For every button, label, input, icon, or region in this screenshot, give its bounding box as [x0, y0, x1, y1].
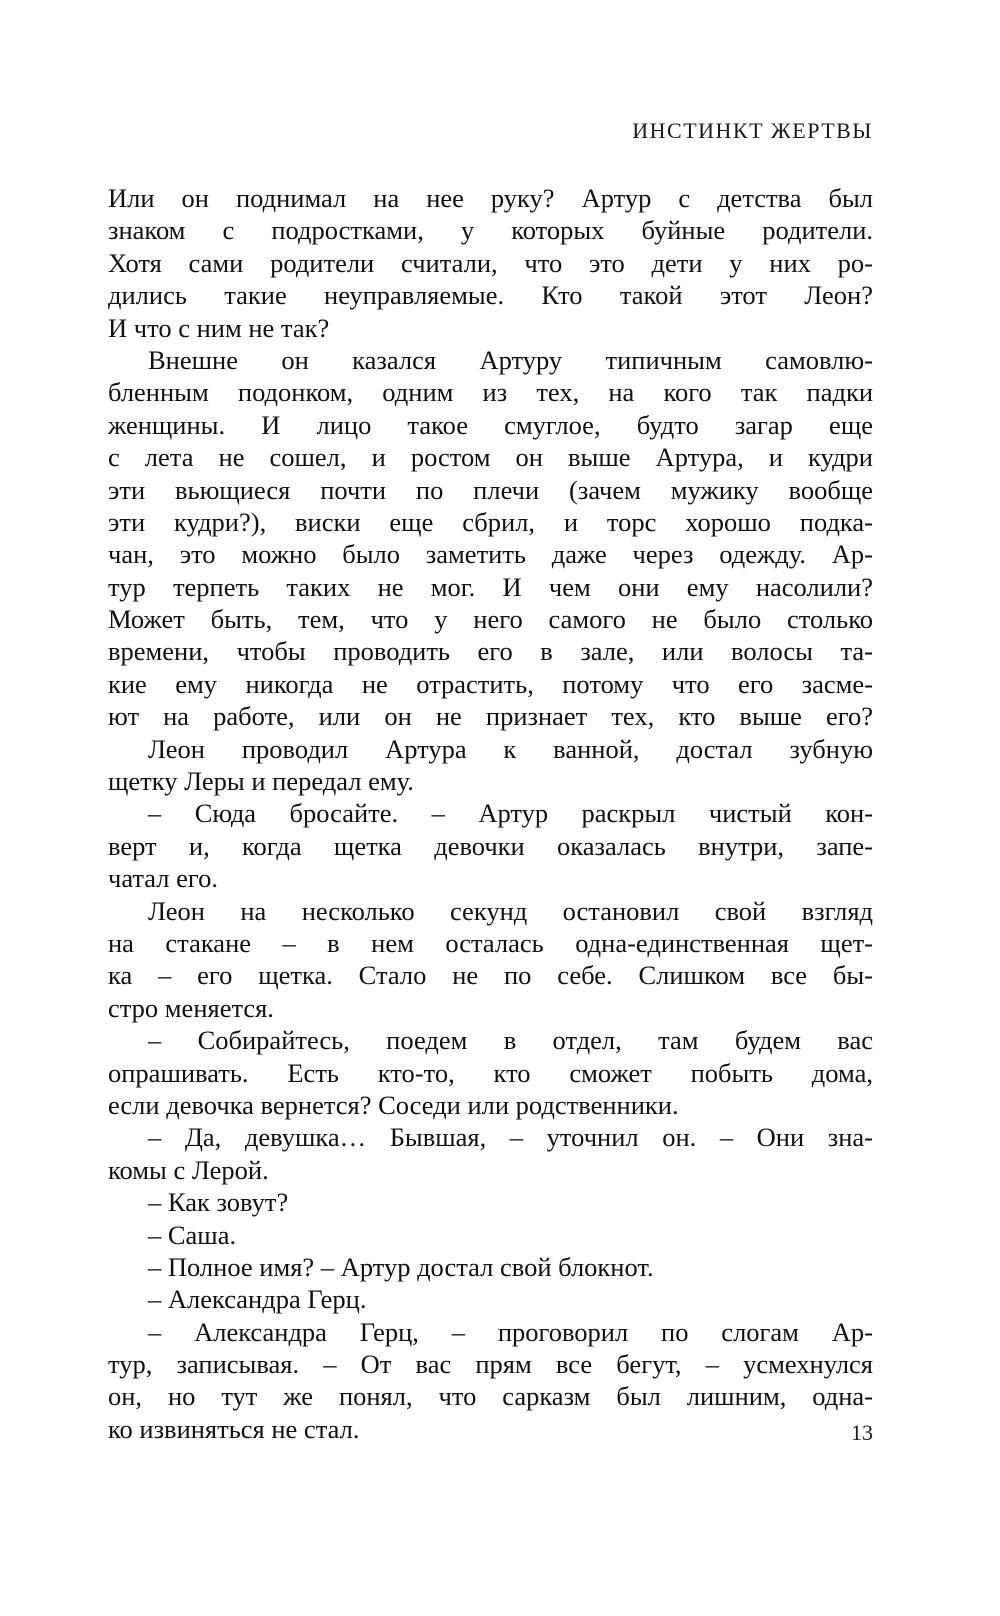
text-line: если девочка вернется? Соседи или родственники. [108, 1089, 679, 1120]
text-line: эти вьющиеся почти по плечи (зачем мужику вообще [108, 474, 873, 505]
text-line: – Сюда бросайте. – Артур раскрыл чистый кон- [148, 798, 873, 829]
text-line: тур терпеть таких не мог. И чем они ему насолили? [108, 571, 873, 602]
text-line: опрашивать. Есть кто-то, кто сможет побыть дома, [108, 1057, 873, 1088]
text-line: чатал его. [108, 863, 218, 894]
text-line: стро меняется. [108, 992, 274, 1023]
text-line: кие ему никогда не отрастить, потому что его засме- [108, 668, 873, 699]
body-text [108, 182, 873, 1445]
text-line: – Саша. [148, 1219, 237, 1250]
text-line: на стакане – в нем осталась одна-единственная щет- [108, 927, 873, 958]
text-line: бленным подонком, одним из тех, на кого так падки [108, 377, 873, 408]
text-line: знаком с подростками, у которых буйные родители. [108, 215, 873, 246]
text-line: ко извиняться не стал. [108, 1413, 360, 1444]
text-line: ка – его щетка. Стало не по себе. Слишком все бы- [108, 960, 873, 991]
text-line: – Александра Герц, – проговорил по слогам Ар- [148, 1316, 873, 1347]
text-line: Внешне он казался Артуру типичным самовлю- [148, 344, 873, 375]
page-number: 13 [851, 1420, 873, 1445]
text-line: Может быть, тем, что у него самого не было столько [108, 604, 873, 635]
text-line: чан, это можно было заметить даже через одежду. Ар- [108, 539, 873, 570]
text-line: – Собирайтесь, поедем в отдел, там будем вас [148, 1025, 873, 1056]
text-line: дились такие неуправляемые. Кто такой этот Леон? [108, 280, 873, 311]
text-line: – Александра Герц. [148, 1284, 367, 1315]
text-line: И что с ним не так? [108, 312, 330, 343]
text-line: женщины. И лицо такое смуглое, будто загар еще [108, 409, 873, 440]
text-line: – Как зовут? [148, 1187, 289, 1218]
text-line: – Полное имя? – Артур достал свой блокнот. [148, 1251, 654, 1282]
text-line: Леон проводил Артура к ванной, достал зубную [148, 733, 873, 764]
text-line: он, но тут же понял, что сарказм был лишним, одна- [108, 1381, 873, 1412]
text-line: времени, чтобы проводить его в зале, или волосы та- [108, 636, 873, 667]
text-line: с лета не сошел, и ростом он выше Артура, и кудри [108, 442, 873, 473]
text-line: верт и, когда щетка девочки оказалась внутри, запе- [108, 830, 873, 861]
text-line: Леон на несколько секунд остановил свой взгляд [148, 895, 873, 926]
text-line: щетку Леры и передал ему. [108, 766, 414, 797]
text-line: ют на работе, или он не признает тех, кто выше его? [108, 701, 873, 732]
running-head-title: ИНСТИНКТ ЖЕРТВЫ [632, 118, 873, 143]
text-line: – Да, девушка… Бывшая, – уточнил он. – Они зна- [148, 1122, 873, 1153]
text-line: Хотя сами родители считали, что это дети у них ро- [108, 247, 873, 278]
text-line: эти кудри?), виски еще сбрил, и торс хорошо подка- [108, 506, 873, 537]
text-line: тур, записывая. – От вас прям все бегут, – усмехнулся [108, 1349, 873, 1380]
text-line: комы с Лерой. [108, 1154, 269, 1185]
text-line: Или он поднимал на нее руку? Артур с детства был [108, 183, 873, 213]
